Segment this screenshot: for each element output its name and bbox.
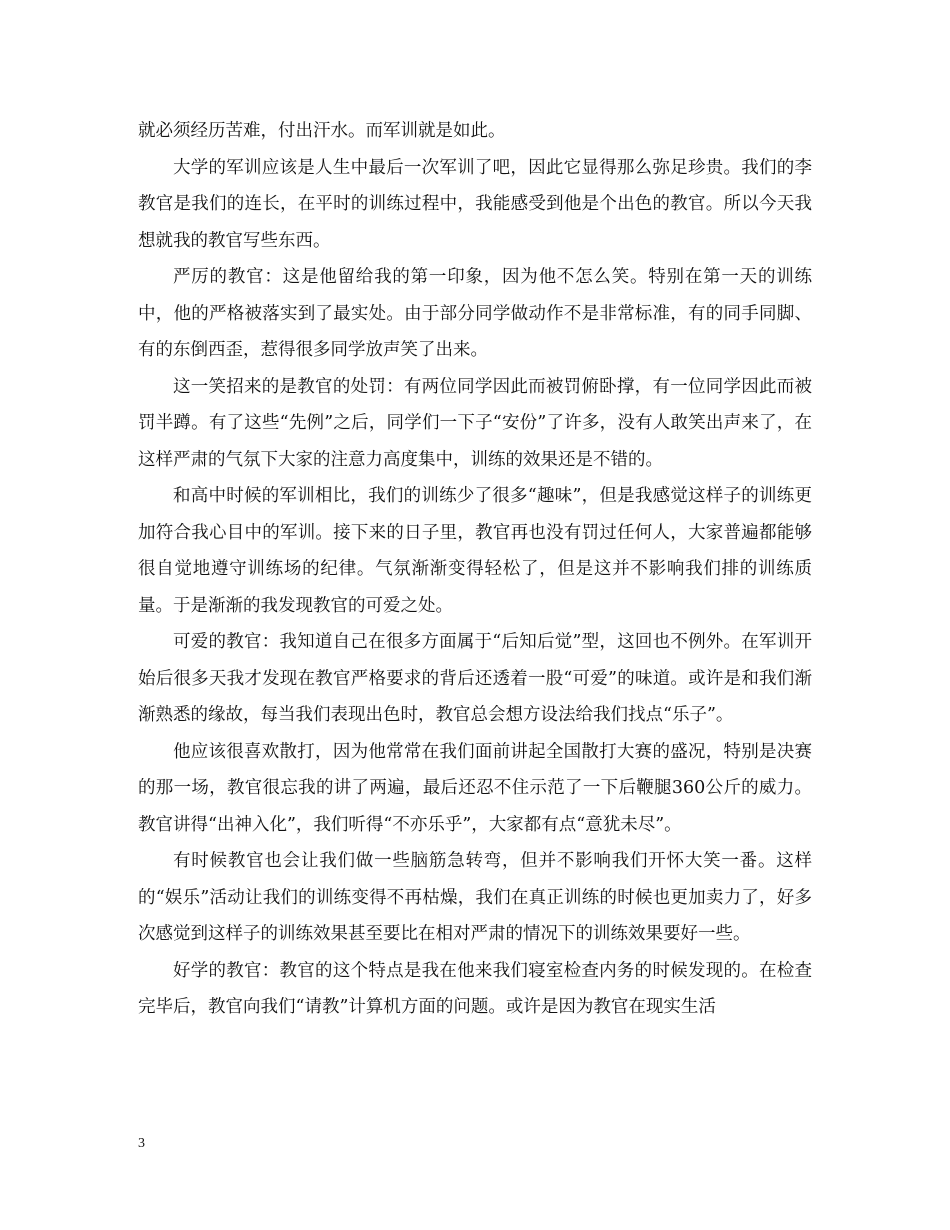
page-number: 3 <box>138 1136 145 1151</box>
paragraph: 有时候教官也会让我们做一些脑筋急转弯，但并不影响我们开怀大笑一番。这样的“娱乐”活动让我们的训练变得不再枯燥，我们在真正训练的时候也更加卖力了，好多次感觉到这样子的训练效果甚至要比在相对严肃的情况下的训练效果要好一些。 <box>138 851 812 944</box>
paragraph: 可爱的教官：我知道自己在很多方面属于“后知后觉”型，这回也不例外。在军训开始后很多天我才发现在教官严格要求的背后还透着一股“可爱”的味道。或许是和我们渐渐熟悉的缘故，每当我们表现出色时，教官总会想方设法给我们找点“乐子”。 <box>138 632 812 725</box>
paragraph: 他应该很喜欢散打，因为他常常在我们面前讲起全国散打大赛的盛况，特别是决赛的那一场，教官很忘我的讲了两遍，最后还忍不住示范了一下后鞭腿360公斤的威力。教官讲得“出神入化”，我们听得“不亦乐乎”，大家都有点“意犹未尽”。 <box>138 741 812 835</box>
paragraph: 严厉的教官：这是他留给我的第一印象，因为他不怎么笑。特别在第一天的训练中，他的严格被落实到了最实处。由于部分同学做动作不是非常标准，有的同手同脚、有的东倒西歪，惹得很多同学放声笑了出来。 <box>138 267 812 360</box>
paragraph: 就必须经历苦难，付出汗水。而军训就是如此。 <box>138 121 506 141</box>
paragraph: 好学的教官：教官的这个特点是我在他来我们寝室检查内务的时候发现的。在检查完毕后，教官向我们“请教”计算机方面的问题。或许是因为教官在现实生活 <box>138 960 812 1017</box>
paragraph: 和高中时候的军训相比，我们的训练少了很多“趣味”，但是我感觉这样子的训练更加符合我心目中的军训。接下来的日子里，教官再也没有罚过任何人，大家普遍都能够很自觉地遵守训练场的纪律。气氛渐渐变得轻松了，但是这并不影响我们排的训练质量。于是渐渐的我发现教官的可爱之处。 <box>138 486 812 616</box>
paragraph: 大学的军训应该是人生中最后一次军训了吧，因此它显得那么弥足珍贵。我们的李教官是我们的连长，在平时的训练过程中，我能感受到他是个出色的教官。所以今天我想就我的教官写些东西。 <box>138 157 812 251</box>
paragraph: 这一笑招来的是教官的处罚：有两位同学因此而被罚俯卧撑，有一位同学因此而被罚半蹲。有了这些“先例”之后，同学们一下子“安份”了许多，没有人敢笑出声来了，在这样严肃的气氛下大家的注意力高度集中，训练的效果还是不错的。 <box>138 376 812 470</box>
body-text <box>138 113 812 1026</box>
